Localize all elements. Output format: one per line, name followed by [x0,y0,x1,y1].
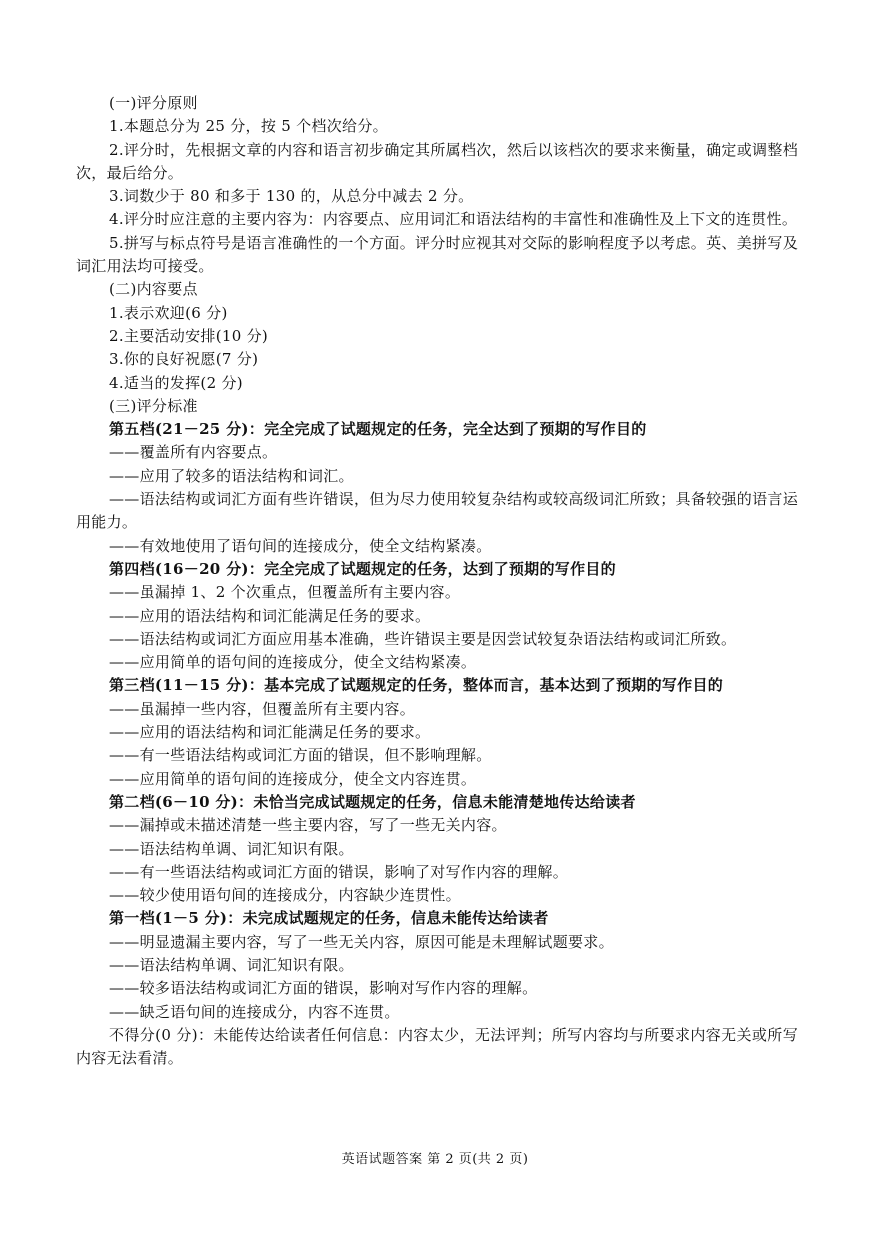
text-line: ——语法结构单调、词汇知识有限。 [109,955,354,974]
text-line: ——应用的语法结构和词汇能满足任务的要求。 [109,606,431,625]
text-line: ——较多语法结构或词汇方面的错误，影响对写作内容的理解。 [109,979,538,998]
text-line: 1.表示欢迎(6 分) [109,303,228,322]
text-line: ——漏掉或未描述清楚一些主要内容，写了一些无关内容。 [109,816,507,835]
text-line: 3.词数少于 80 和多于 130 的，从总分中减去 2 分。 [109,187,474,206]
text-line: ——覆盖所有内容要点。 [109,443,278,462]
text-line: (三)评分标准 [109,396,198,415]
text-line: (二)内容要点 [109,280,198,299]
text-line: ——有一些语法结构或词汇方面的错误，但不影响理解。 [109,746,492,765]
text-line: (一)评分原则 [109,94,198,112]
grade-band-heading: 第四档(16－20 分)：完全完成了试题规定的任务，达到了预期的写作目的 [109,559,616,578]
text-line: 4.评分时应注意的主要内容为：内容要点、应用词汇和语法结构的丰富性和准确性及上下文的连贯性。 [109,210,798,229]
text-line: ——虽漏掉 1、2 个次重点，但覆盖所有主要内容。 [109,583,461,602]
text-line: ——应用简单的语句间的连接成分，使全文结构紧凑。 [109,653,477,672]
grade-band-heading: 第二档(6－10 分)：未恰当完成试题规定的任务，信息未能清楚地传达给读者 [109,792,636,811]
text-line: ——有效地使用了语句间的连接成分，使全文结构紧凑。 [109,536,492,555]
text-line: 不得分(0 分)：未能传达给读者任何信息：内容太少，无法评判；所写内容均与所要求内容无关或所写内容无法看清。 [76,1025,798,1068]
text-line: ——明显遗漏主要内容，写了一些无关内容，原因可能是未理解试题要求。 [109,932,614,951]
text-line: 1.本题总分为 25 分，按 5 个档次给分。 [109,117,388,136]
text-line: ——较少使用语句间的连接成分，内容缺少连贯性。 [109,886,461,905]
text-line: 5.拼写与标点符号是语言准确性的一个方面。评分时应视其对交际的影响程度予以考虑。英、美拼写及词汇用法均可接受。 [76,233,798,276]
text-line: ——应用的语法结构和词汇能满足任务的要求。 [109,723,431,742]
text-line: ——语法结构或词汇方面有些许错误，但为尽力使用较复杂结构或较高级词汇所致；具备较强的语言运用能力。 [76,490,798,532]
scoring-guide-body [76,92,798,1070]
text-line: 3.你的良好祝愿(7 分) [109,350,259,369]
text-line: 2.主要活动安排(10 分) [109,326,269,345]
text-line: 4.适当的发挥(2 分) [109,373,243,392]
text-line: ——缺乏语句间的连接成分，内容不连贯。 [109,1002,400,1021]
grade-band-heading: 第三档(11－15 分)：基本完成了试题规定的任务，整体而言，基本达到了预期的写作目的 [109,676,724,695]
grade-band-heading: 第一档(1－5 分)：未完成试题规定的任务，信息未能传达给读者 [109,909,549,928]
page-footer: 英语试题答案 第 2 页(共 2 页) [341,1152,529,1167]
text-line: ——语法结构或词汇方面应用基本准确，些许错误主要是因尝试较复杂语法结构或词汇所致。 [109,629,737,648]
text-line: ——应用简单的语句间的连接成分，使全文内容连贯。 [109,769,477,788]
text-line: ——语法结构单调、词汇知识有限。 [109,839,354,858]
text-line: ——虽漏掉一些内容，但覆盖所有主要内容。 [109,699,416,718]
text-line: ——应用了较多的语法结构和词汇。 [109,466,354,485]
text-line: 2.评分时，先根据文章的内容和语言初步确定其所属档次，然后以该档次的要求来衡量，确定或调整档次，最后给分。 [76,140,798,182]
text-line: ——有一些语法结构或词汇方面的错误，影响了对写作内容的理解。 [109,862,569,881]
grade-band-heading: 第五档(21－25 分)：完全完成了试题规定的任务，完全达到了预期的写作目的 [109,420,647,439]
